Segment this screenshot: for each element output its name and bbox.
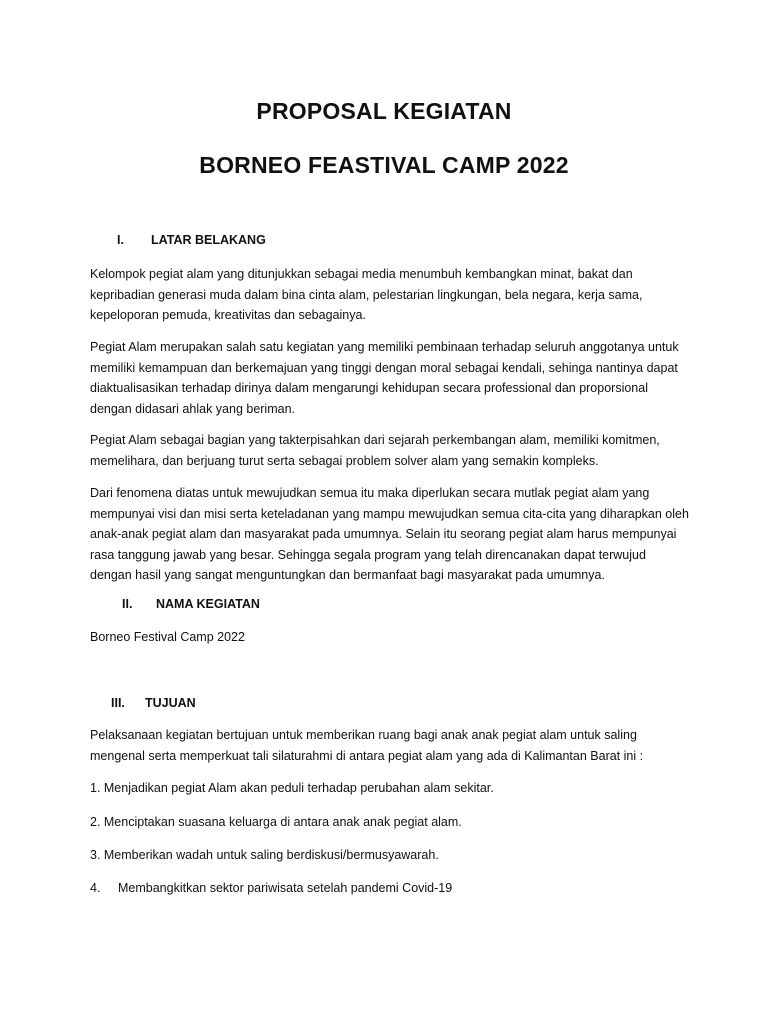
list-item: 2. Menciptakan suasana keluarga di antara anak anak pegiat alam. [90, 815, 462, 829]
list-item: 3. Memberikan wadah untuk saling berdiskusi/bermusyawarah. [90, 848, 439, 862]
paragraph: Pelaksanaan kegiatan bertujuan untuk memberikan ruang bagi anak anak pegiat alam untuk saling mengenal serta memperkuat tali silaturahmi di antara pegiat alam yang ada di Kalimantan Barat ini : [90, 728, 644, 763]
section-number: III. [111, 696, 125, 710]
section-title: NAMA KEGIATAN [156, 597, 260, 611]
event-name: Borneo Festival Camp 2022 [90, 630, 245, 644]
section-heading-nama-kegiatan [122, 597, 260, 611]
section-number: I. [117, 233, 124, 247]
document-title: PROPOSAL KEGIATAN [256, 98, 512, 124]
paragraph: Dari fenomena diatas untuk mewujudkan semua itu maka diperlukan secara mutlak pegiat alam yang mempunyai visi dan misi serta keteladanan yang mampu mewujudkan semua cita-cita yang diharapkan oleh anak-anak pegiat alam dan masyarakat pada umumnya. Selain itu seorang pegiat alam harus mempunyai rasa tanggung jawab yang besar. Sehingga segala program yang telah direncanakan dapat terwujud dengan hasil yang sangat menguntungkan dan bermanfaat bagi masyarakat pada umumnya. [90, 486, 689, 583]
section-title: LATAR BELAKANG [151, 233, 266, 247]
list-item-text: Membangkitkan sektor pariwisata setelah pandemi Covid-19 [118, 881, 453, 895]
section-number: II. [122, 597, 133, 611]
section-heading-latar-belakang [117, 233, 266, 247]
section-heading-tujuan [111, 696, 196, 710]
paragraph: Kelompok pegiat alam yang ditunjukkan sebagai media menumbuh kembangkan minat, bakat dan kepribadian generasi muda dalam bina cinta alam, pelestarian lingkungan, bela negara, kerja sama, kepeloporan pemuda, kreativitas dan sebagainya. [90, 267, 643, 323]
list-item: 1. Menjadikan pegiat Alam akan peduli terhadap perubahan alam sekitar. [90, 781, 494, 795]
document-subtitle: BORNEO FEASTIVAL CAMP 2022 [199, 152, 569, 178]
paragraph: Pegiat Alam sebagai bagian yang takterpisahkan dari sejarah perkembangan alam, memiliki komitmen, memelihara, dan berjuang turut serta sebagai problem solver alam yang semakin kompleks. [90, 433, 660, 468]
list-item [90, 878, 690, 898]
section-title: TUJUAN [145, 696, 196, 710]
paragraph: Pegiat Alam merupakan salah satu kegiatan yang memiliki pembinaan terhadap seluruh anggotanya untuk memiliki kemampuan dan berkemajuan yang tinggi dengan moral sebagai kendali, sehinga nantinya dapat diaktualisasikan terhadap dirinya dalam mengarungi kehidupan secara professional dan proporsional dengan didasari ahlak yang beriman. [90, 340, 679, 416]
list-item-number: 4. [90, 881, 101, 895]
